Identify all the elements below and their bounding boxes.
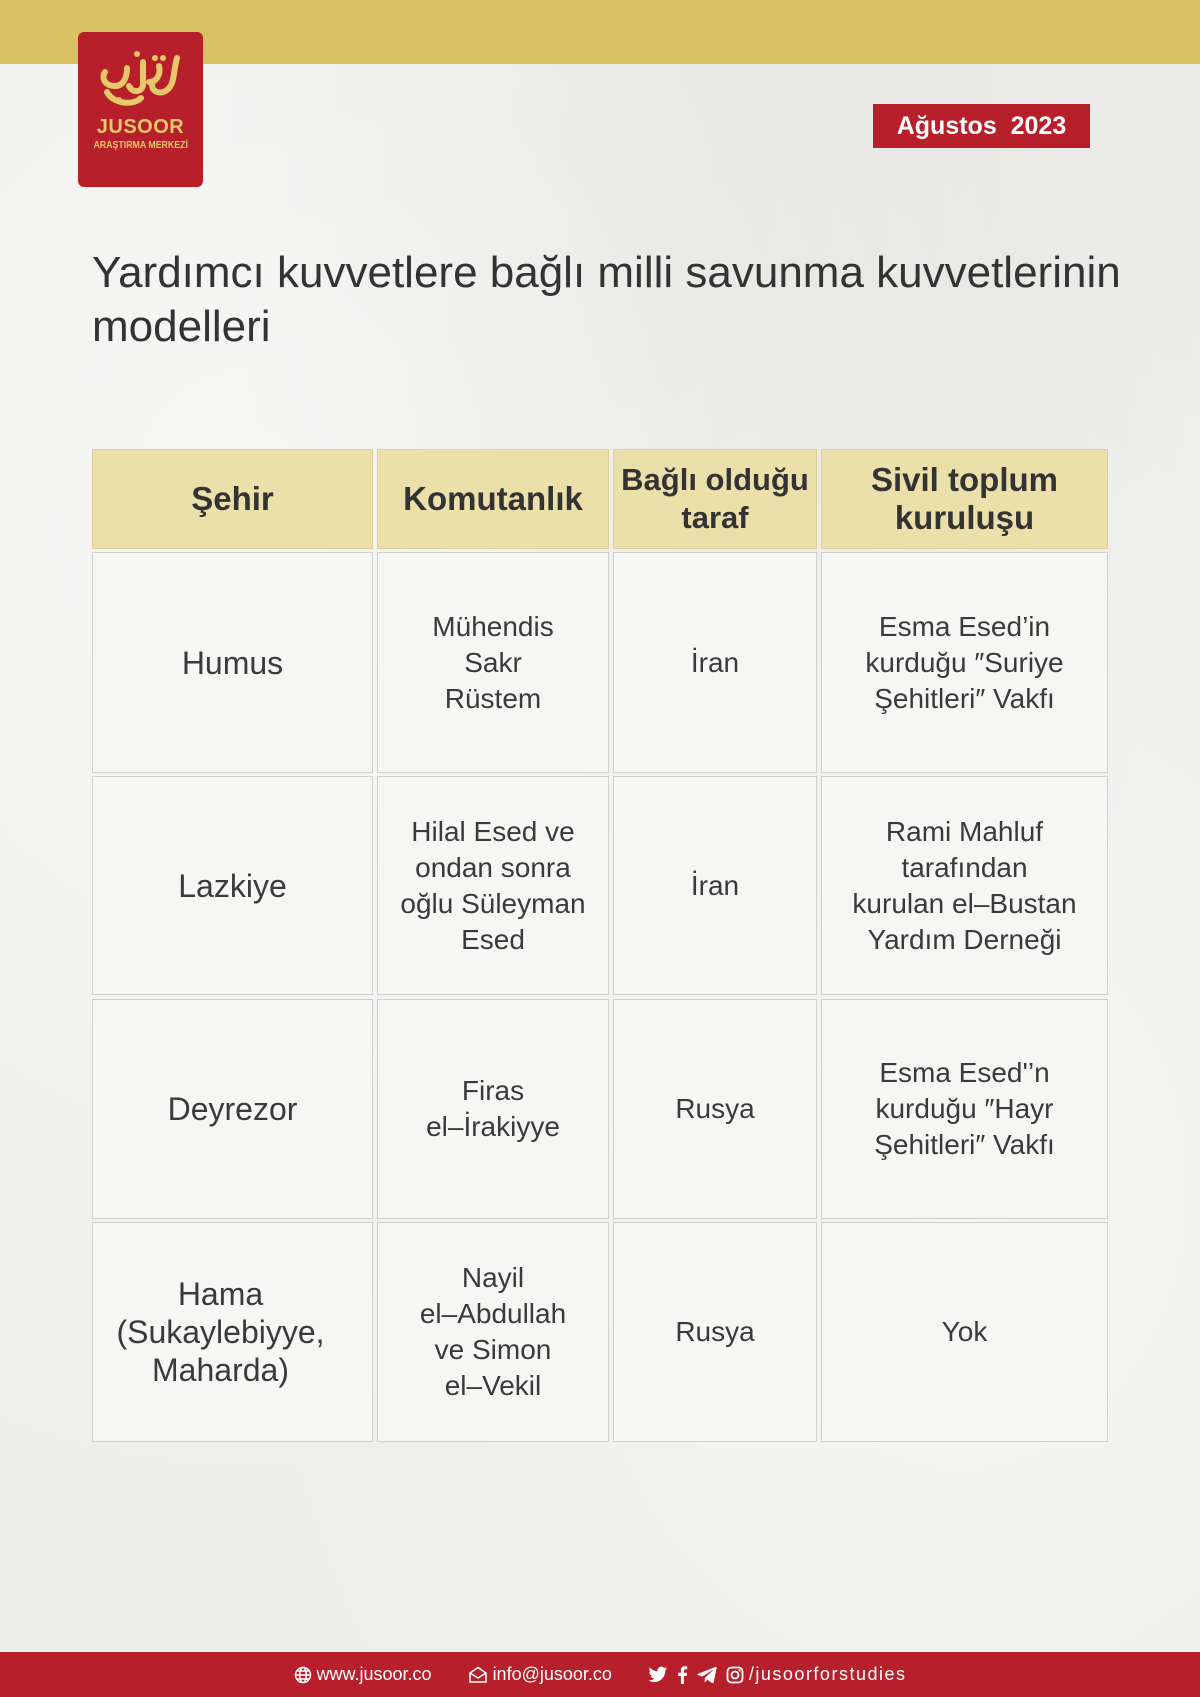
- footer-social[interactable]: [648, 1664, 907, 1685]
- table-cell-command: Nayil el–Abdullah ve Simon el–Vekil: [377, 1222, 609, 1442]
- table-cell-affiliation: İran: [613, 552, 817, 773]
- footer-website[interactable]: [294, 1664, 432, 1685]
- twitter-icon[interactable]: [648, 1666, 668, 1683]
- table-cell-affiliation: İran: [613, 776, 817, 995]
- table-cell-affiliation: Rusya: [613, 1222, 817, 1442]
- table-header-affiliation: Bağlı olduğu taraf: [613, 449, 817, 549]
- jusoor-logo: [78, 32, 203, 187]
- table-cell-command: Mühendis Sakr Rüstem: [377, 552, 609, 773]
- table-header-civil-society: Sivil toplum kuruluşu: [821, 449, 1108, 549]
- table-header-city: Şehir: [92, 449, 373, 549]
- table-cell-civil-society: Yok: [821, 1222, 1108, 1442]
- logo-subtitle: ARAŞTIRMA MERKEZİ: [93, 140, 188, 151]
- date-badge: Ağustos 2023: [873, 104, 1090, 148]
- arabic-logotype-icon: [93, 48, 189, 112]
- logo-name: JUSOOR: [96, 116, 185, 138]
- telegram-icon[interactable]: [697, 1666, 717, 1683]
- table-cell-civil-society: Esma Esed’in kurduğu ″Suriye Şehitleri″ Vakfı: [821, 552, 1108, 773]
- table-cell-city: Humus: [92, 552, 373, 773]
- page-title: Yardımcı kuvvetlere bağlı milli savunma kuvvetlerinin modelleri: [92, 248, 1121, 351]
- facebook-icon[interactable]: [677, 1666, 688, 1684]
- table-cell-command: Firas el–İrakiyye: [377, 999, 609, 1219]
- table-cell-civil-society: Esma Esed'’n kurduğu ″Hayr Şehitleri″ Vakfı: [821, 999, 1108, 1219]
- table-header-command: Komutanlık: [377, 449, 609, 549]
- footer-social-handle[interactable]: /jusoorforstudies: [748, 1664, 907, 1684]
- table-cell-city: Lazkiye: [92, 776, 373, 995]
- globe-icon: [294, 1666, 312, 1684]
- footer-website-text[interactable]: www.jusoor.co: [316, 1664, 432, 1684]
- instagram-icon[interactable]: [726, 1666, 744, 1684]
- footer-bar: [0, 1652, 1200, 1697]
- table-cell-affiliation: Rusya: [613, 999, 817, 1219]
- mail-icon: [468, 1666, 488, 1684]
- table-cell-city: Hama (Sukaylebiyye, Maharda): [92, 1222, 373, 1442]
- footer-email[interactable]: [468, 1664, 612, 1685]
- table-cell-civil-society: Rami Mahluf tarafından kurulan el–Bustan Yardım Derneği: [821, 776, 1108, 995]
- table-cell-city: Deyrezor: [92, 999, 373, 1219]
- footer-email-text[interactable]: info@jusoor.co: [492, 1664, 612, 1684]
- table-cell-command: Hilal Esed ve ondan sonra oğlu Süleyman Esed: [377, 776, 609, 995]
